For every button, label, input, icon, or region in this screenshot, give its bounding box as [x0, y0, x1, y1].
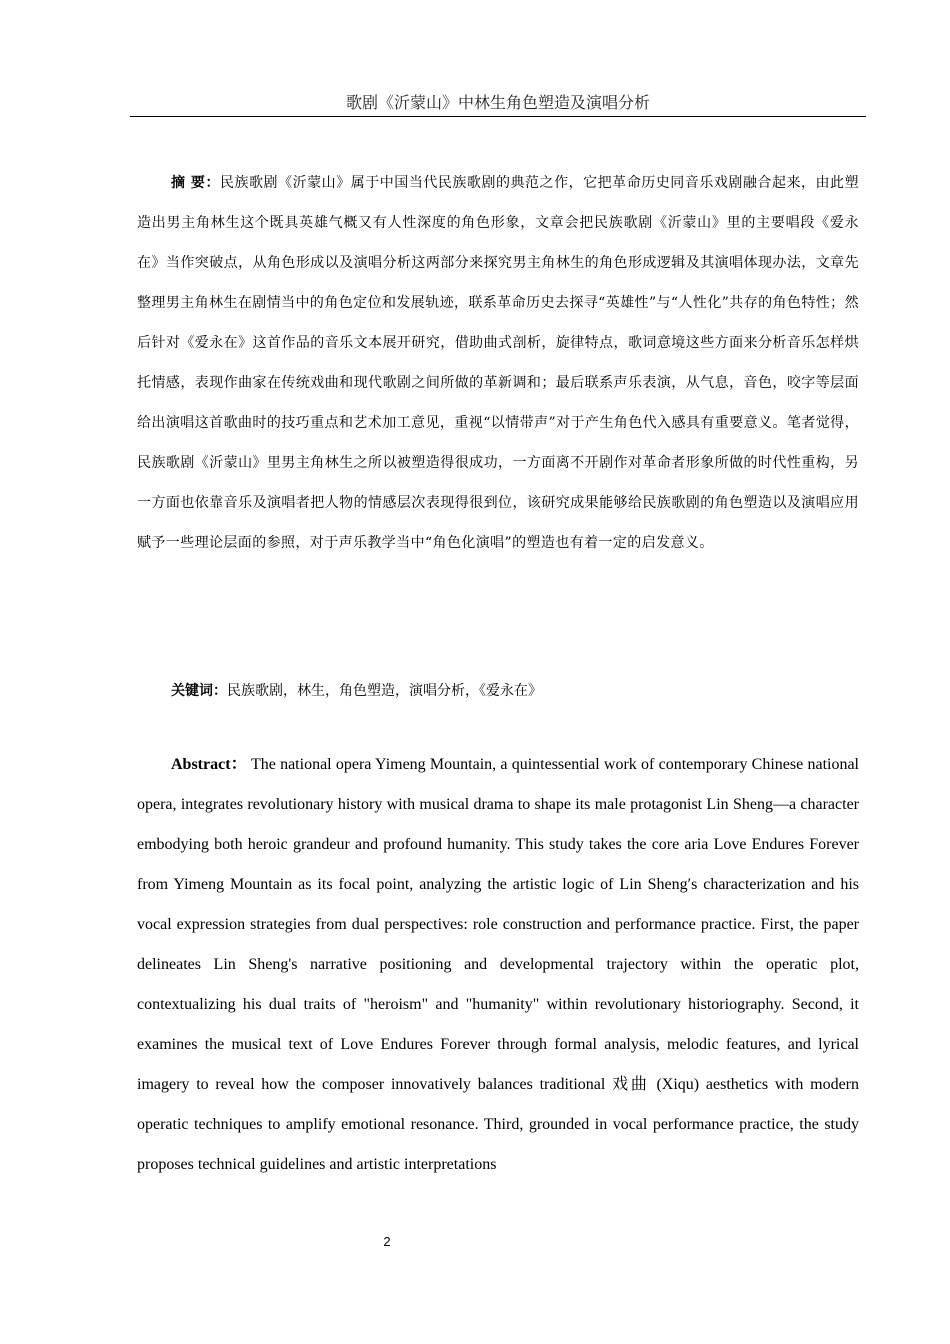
page-header-title: 歌剧《沂蒙山》中林生角色塑造及演唱分析 — [130, 92, 866, 117]
chinese-abstract-text: 民族歌剧《沂蒙山》属于中国当代民族歌剧的典范之作，它把革命历史同音乐戏剧融合起来，由此塑造出男主角林生这个既具英雄气概又有人性深度的角色形象，文章会把民族歌剧《沂蒙山》里的主要唱段《爱永在》当作突破点，从角色形成以及演唱分析这两部分来探究男主角林生的角色形成逻辑及其演唱体现办法，文章先整理男主角林生在剧情当中的角色定位和发展轨迹，联系革命历史去探寻“英雄性”与“人性化”共存的角色特性；然后针对《爱永在》这首作品的音乐文本展开研究，借助曲式剖析，旋律特点，歌词意境这些方面来分析音乐怎样烘托情感，表现作曲家在传统戏曲和现代歌剧之间所做的革新调和；最后联系声乐表演，从气息，音色，咬字等层面给出演唱这首歌曲时的技巧重点和艺术加工意见，重视“以情带声”对于产生角色代入感具有重要意义。笔者觉得，民族歌剧《沂蒙山》里男主角林生之所以被塑造得很成功，一方面离不开剧作对革命者形象所做的时代性重构，另一方面也依靠音乐及演唱者把人物的情感层次表现得很到位，该研究成果能够给民族歌剧的角色塑造以及演唱应用赋予一些理论层面的参照，对于声乐教学当中“角色化演唱”的塑造也有着一定的启发意义。 — [137, 175, 859, 551]
page-number: 2 — [383, 1234, 391, 1249]
chinese-keywords — [137, 676, 859, 706]
english-abstract-label: Abstract： — [171, 756, 248, 773]
english-abstract-text: The national opera Yimeng Mountain, a quintessential work of contemporary Chinese national opera, integrates revolutionary history with musical drama to shape its male protagonist Lin Sheng—a character embodying both heroic grandeur and profound humanity. This study takes the core aria Love Endures Forever from Yimeng Mountain as its focal point, analyzing the artistic logic of Lin Sheng′s characterization and his vocal expression strategies from dual perspectives: role construction and performance practice. First, the paper delineates Lin Sheng's narrative positioning and developmental trajectory within the operatic plot, contextualizing his dual traits of "heroism" and "humanity" within revolutionary historiography. Second, it examines the musical text of Love Endures Forever through formal analysis, melodic features, and lyrical imagery to reveal how the composer innovatively balances traditional 戏曲 (Xiqu) aesthetics with modern operatic techniques to amplify emotional resonance. Third, grounded in vocal performance practice, the study proposes technical guidelines and artistic interpretations — [137, 756, 860, 1173]
chinese-keywords-text: 民族歌剧，林生，角色塑造，演唱分析，《爱永在》 — [227, 683, 542, 699]
chinese-abstract-label: 摘 要： — [171, 175, 220, 191]
chinese-keywords-label: 关键词： — [171, 683, 227, 699]
chinese-abstract — [137, 163, 859, 563]
english-abstract — [137, 745, 859, 1185]
